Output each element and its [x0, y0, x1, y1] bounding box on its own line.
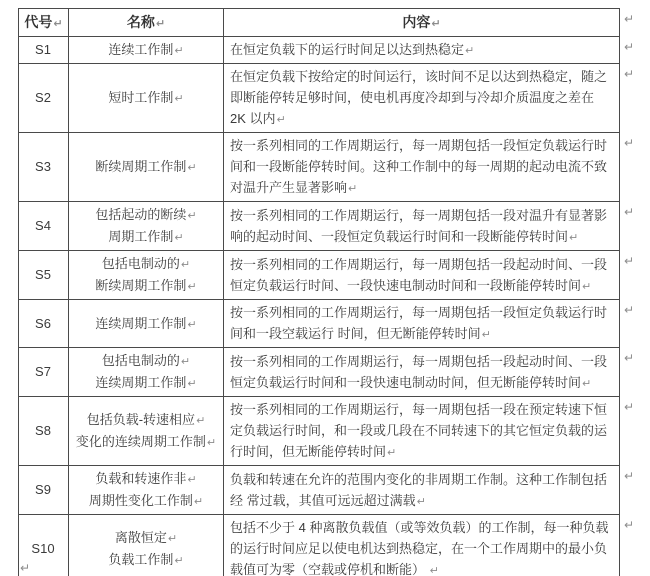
content-cell[interactable] [224, 133, 620, 202]
content-text-line: 定负载运行时间，和一段或几段在不同转速下的其它恒定负载的运 [230, 423, 608, 438]
name-line [69, 313, 223, 335]
paragraph-mark-icon: ↵ [582, 376, 592, 390]
name-cell[interactable] [69, 300, 224, 348]
row-end-mark-icon: ↵ [624, 205, 635, 219]
header-label-code: 代号 [24, 13, 53, 30]
duty-type-table [18, 8, 620, 576]
code-cell[interactable] [19, 251, 69, 300]
row-end-mark-icon: ↵ [624, 40, 635, 54]
paragraph-mark-icon: ↵ [481, 328, 491, 341]
paragraph-mark-icon: ↵ [187, 209, 197, 222]
paragraph-mark-icon: ↵ [206, 436, 217, 449]
content-text-line: 按一系列相同的工作周期运行，每一周期包括一段在预定转速下恒 [230, 402, 608, 417]
paragraph-mark-icon: ↵ [155, 16, 166, 30]
paragraph-mark-icon: ↵ [429, 564, 439, 576]
content-text-line: 经 常过载，其值可远远超过满载 [230, 492, 416, 508]
header-cell-name[interactable] [69, 9, 224, 37]
paragraph-mark-icon: ↵ [416, 494, 426, 508]
name-line [69, 431, 223, 453]
code-text: S6 [35, 315, 51, 331]
name-text: 负载和转速作非 [95, 471, 187, 486]
header-cell-code[interactable] [19, 9, 69, 37]
paragraph-mark-icon: ↵ [167, 532, 178, 545]
name-text: 包括电制动的 [101, 256, 180, 271]
content-text-line: 恒定负载运行时间、一段快速电制动时间和一段断能停转时间 [230, 277, 582, 293]
name-cell[interactable] [69, 64, 224, 133]
code-text: S7 [35, 364, 51, 379]
table-row [19, 397, 620, 466]
name-cell[interactable] [69, 515, 224, 576]
paragraph-mark-icon: ↵ [53, 16, 63, 30]
row-end-mark-icon: ↵ [624, 400, 635, 414]
content-cell[interactable] [224, 251, 620, 300]
table-row [19, 348, 620, 397]
content-cell[interactable] [224, 348, 620, 397]
name-text: 包括负载-转速相应 [86, 412, 196, 427]
code-text: S4 [35, 218, 51, 233]
code-cell[interactable] [19, 64, 69, 133]
name-text: 断续周期工作制 [95, 278, 187, 293]
content-text-line: 恒定负载运行时间和一段快速电制动时间，但无断能停转时间 [230, 374, 582, 390]
paragraph-mark-icon: ↵ [187, 161, 197, 174]
content-text-line: 按一系列相同的工作周期运行，每一周期包括一段恒定负载运行时 [230, 305, 608, 320]
content-text-line: 间和一段空载运行 时间，但无断能停转时间 [230, 326, 481, 341]
content-text-line: 对温升产生显著影响 [230, 180, 348, 195]
paragraph-mark-icon: ↵ [174, 92, 184, 105]
content-cell[interactable] [224, 300, 620, 348]
content-cell[interactable] [224, 202, 620, 251]
row-end-mark-icon: ↵ [624, 12, 635, 26]
content-text-line: 按一系列相同的工作周期运行，每一周期包括一段起动时间、一段 [230, 256, 608, 272]
paragraph-mark-icon: ↵ [465, 44, 475, 57]
name-line [69, 527, 223, 549]
paragraph-mark-icon [51, 318, 52, 331]
code-cell[interactable] [19, 133, 69, 202]
code-text: S2 [35, 90, 51, 105]
paragraph-mark-icon: ↵ [196, 414, 206, 427]
paragraph-mark-icon [51, 44, 52, 57]
content-cell[interactable] [224, 466, 620, 515]
paragraph-mark-icon: ↵ [174, 44, 184, 57]
name-line [69, 409, 223, 431]
name-line [69, 39, 223, 61]
paragraph-mark-icon: ↵ [174, 231, 184, 244]
content-text-line: 按一系列相同的工作周期运行，每一周期包括一段起动时间、一段 [230, 353, 608, 369]
name-text: 变化的连续周期工作制 [75, 434, 206, 449]
paragraph-mark-icon: ↵ [276, 113, 286, 126]
name-line [69, 204, 223, 226]
name-text: 连续周期工作制 [95, 375, 187, 390]
content-cell[interactable] [224, 397, 620, 466]
name-text: 包括电制动的 [101, 353, 180, 368]
name-cell[interactable] [69, 397, 224, 466]
paragraph-mark-icon: ↵ [582, 279, 592, 293]
name-cell[interactable] [69, 37, 224, 64]
table-row [19, 466, 620, 515]
paragraph-mark-icon: ↵ [431, 16, 441, 30]
name-line [69, 490, 223, 512]
name-cell[interactable] [69, 251, 224, 300]
name-text: 周期性变化工作制 [88, 493, 193, 508]
table-header [19, 9, 620, 37]
paragraph-mark-icon: ↵ [187, 317, 197, 331]
row-end-mark-icon: ↵ [624, 469, 635, 483]
name-line [69, 253, 223, 275]
content-cell[interactable] [224, 515, 620, 576]
code-text: S1 [35, 42, 51, 57]
header-label-content: 内容 [402, 13, 431, 30]
code-cell[interactable] [19, 202, 69, 251]
table-row [19, 300, 620, 348]
code-cell[interactable] [19, 37, 69, 64]
content-cell[interactable] [224, 64, 620, 133]
paragraph-mark-icon [51, 269, 52, 282]
table-row [19, 64, 620, 133]
content-text-line: 包括不少于 4 种离散负载值（或等效负载）的工作制，每一种负载 [230, 520, 609, 535]
name-line [69, 226, 223, 248]
paragraph-mark-icon: ↵ [174, 554, 184, 567]
row-end-mark-icon: ↵ [624, 67, 635, 81]
paragraph-mark-icon [51, 220, 52, 233]
content-text-line: 负载和转速在允许的范围内变化的非周期工作制。这种工作制包括 [230, 471, 608, 487]
name-cell[interactable] [69, 466, 224, 515]
name-line [69, 350, 223, 372]
content-text-line: 的运行时间应足以使电机达到热稳定，在一个工作周期中的最小负 [230, 541, 608, 556]
name-text: 连续周期工作制 [95, 315, 187, 331]
row-end-mark-icon: ↵ [624, 351, 635, 365]
table-row [19, 251, 620, 300]
content-cell[interactable] [224, 37, 620, 64]
paragraph-mark-icon [51, 92, 52, 105]
name-text: 断续周期工作制 [95, 159, 187, 174]
code-cell[interactable] [19, 397, 69, 466]
code-text: S8 [35, 423, 51, 438]
paragraph-mark-icon [51, 484, 52, 497]
content-text-line: 行时间，但无断能停转时间 [230, 444, 387, 459]
paragraph-mark-icon: ↵ [193, 495, 204, 508]
paragraph-mark-icon: ↵ [348, 182, 358, 195]
content-text-line: 间和一段断能停转时间。这种工作制中的每一周期的起动电流不致 [230, 159, 608, 174]
name-text: 负载工作制 [108, 552, 174, 567]
content-text-line: 载值可为零（空载或停机和断能） [230, 562, 429, 576]
code-text: S10 [31, 541, 55, 556]
name-text: 短时工作制 [108, 90, 174, 105]
code-cell[interactable] [19, 348, 69, 397]
name-cell[interactable] [69, 202, 224, 251]
name-line [69, 275, 223, 297]
name-text: 连续工作制 [108, 42, 174, 57]
table-body [19, 37, 620, 576]
paragraph-mark-icon: ↵ [187, 280, 197, 293]
table-row [19, 202, 620, 251]
paragraph-mark-icon [51, 161, 52, 174]
paragraph-mark-icon [55, 543, 56, 556]
content-text-line: 按一系列相同的工作周期运行，每一周期包括一段对温升有显著影 [230, 207, 608, 223]
content-text-line: 在恒定负载下按给定的时间运行，该时间不足以达到热稳定，随之 [230, 69, 608, 84]
row-end-mark-icon: ↵ [624, 518, 635, 532]
header-row [19, 9, 620, 37]
paragraph-mark-icon: ↵ [20, 561, 31, 575]
paragraph-mark-icon [51, 425, 52, 438]
name-text: 离散恒定 [114, 530, 167, 545]
name-text: 包括起动的断续 [95, 207, 187, 222]
content-text-line: 按一系列相同的工作周期运行，每一周期包括一段恒定负载运行时 [230, 138, 608, 153]
paragraph-mark-icon: ↵ [387, 446, 397, 459]
paragraph-mark-icon: ↵ [569, 230, 579, 244]
name-line [69, 549, 223, 571]
table-row [19, 515, 620, 576]
content-text-line: 在恒定负载下的运行时间足以达到热稳定 [230, 42, 465, 57]
content-text-line: 2K 以内 [230, 111, 276, 126]
header-label-name: 名称 [126, 13, 155, 30]
row-end-mark-icon: ↵ [624, 136, 635, 150]
table-row [19, 133, 620, 202]
name-line [69, 87, 223, 109]
code-text: S9 [35, 482, 51, 497]
table-row [19, 37, 620, 64]
name-line [69, 156, 223, 178]
name-cell[interactable] [69, 133, 224, 202]
code-cell[interactable] [19, 466, 69, 515]
code-cell[interactable] [19, 300, 69, 348]
paragraph-mark-icon: ↵ [187, 377, 197, 390]
header-cell-content[interactable] [224, 9, 620, 37]
paragraph-mark-icon [51, 366, 52, 379]
name-line [69, 372, 223, 394]
content-text-line: 即断能停转足够时间，使电机再度冷却到与冷却介质温度之差在 [230, 90, 595, 105]
row-end-mark-icon: ↵ [624, 254, 635, 268]
paragraph-mark-icon: ↵ [180, 258, 191, 271]
name-text: 周期工作制 [108, 229, 174, 244]
content-text-line: 响的起动时间、一段恒定负载运行时间和一段断能停转时间 [230, 228, 569, 244]
row-end-mark-icon: ↵ [624, 303, 635, 317]
name-cell[interactable] [69, 348, 224, 397]
name-line [69, 468, 223, 490]
paragraph-mark-icon: ↵ [187, 473, 197, 486]
code-text: S5 [35, 267, 51, 282]
paragraph-mark-icon: ↵ [180, 355, 191, 368]
code-text: S3 [35, 159, 51, 174]
